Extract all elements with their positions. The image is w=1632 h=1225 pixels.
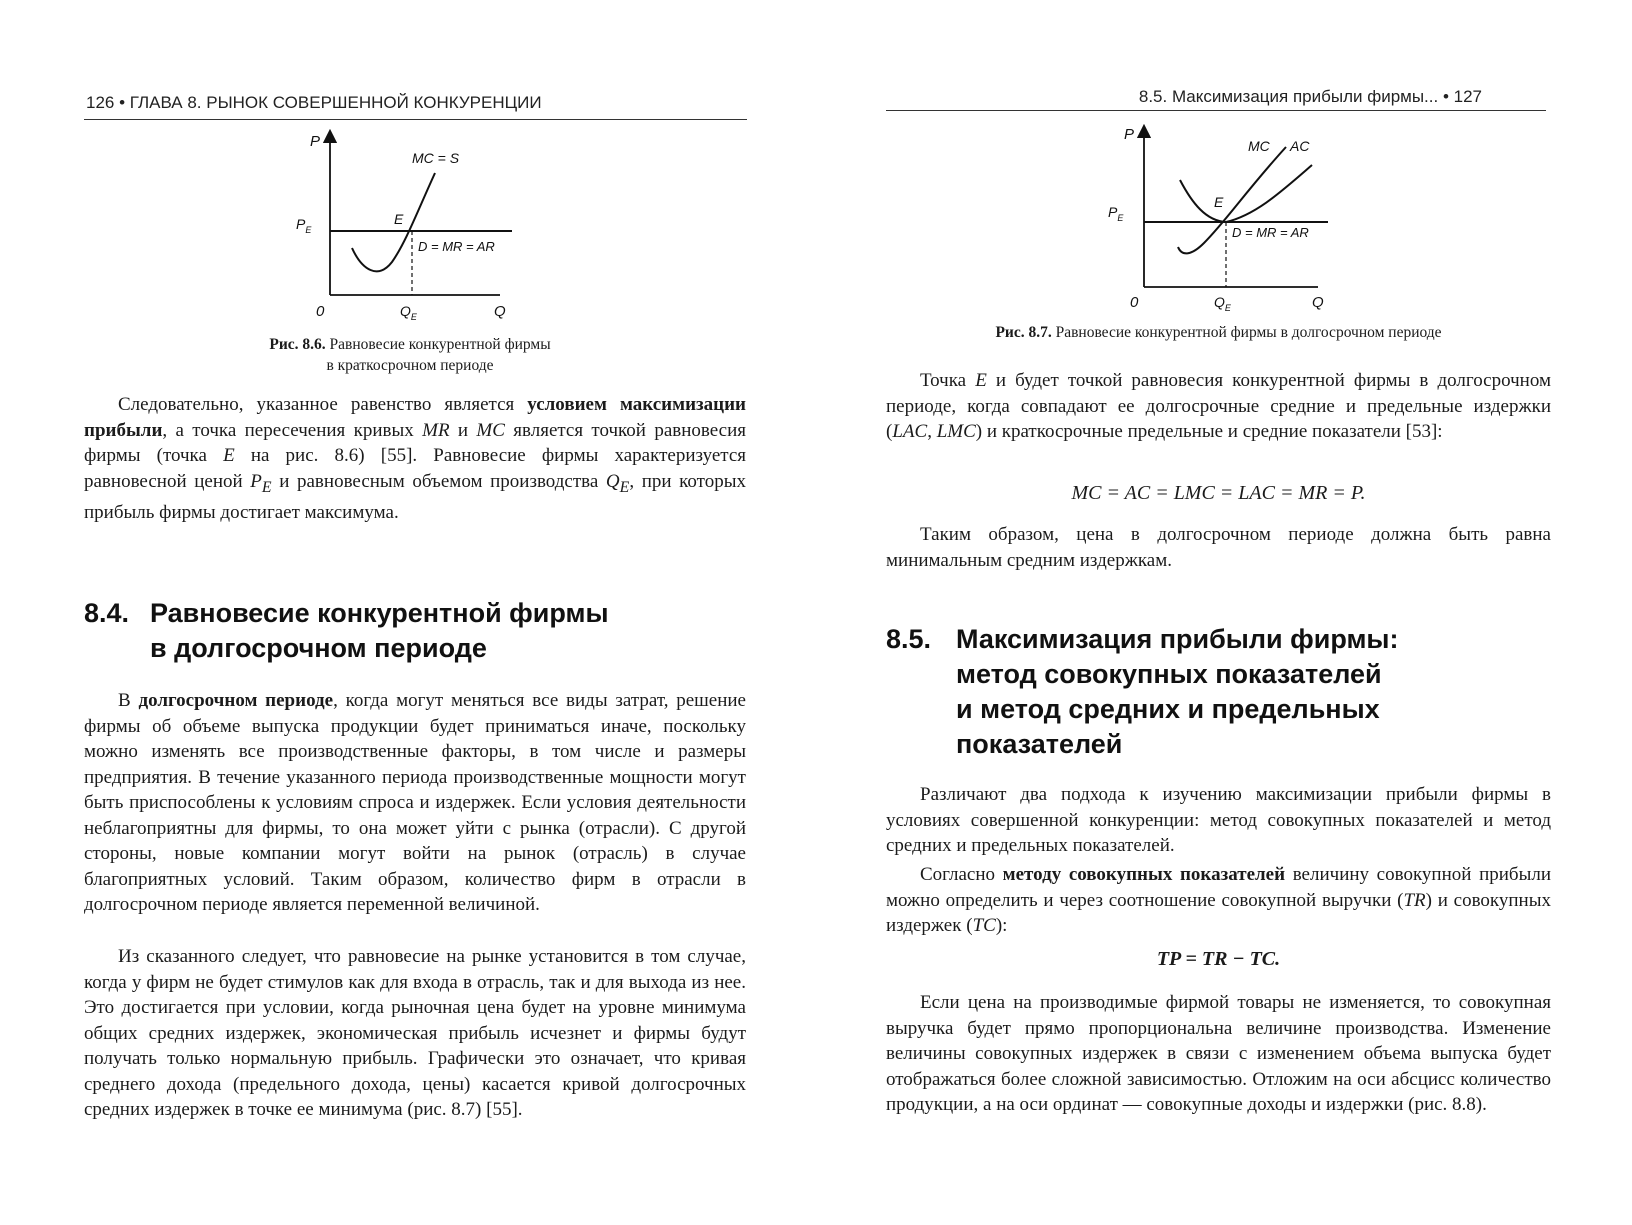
caption-number: Рис. 8.7. — [995, 324, 1052, 341]
point-e-label: E — [1214, 194, 1224, 210]
section-title-line1: Равновесие конкурентной фирмы — [150, 598, 609, 628]
section-8-5-heading — [886, 622, 1526, 762]
demand-line-label: D = MR = AR — [1232, 225, 1309, 240]
right-paragraph-3: Различают два подхода к изучению максимизации прибыли фирмы в условиях совершенной конкуренции: метод совокупных показателей и метод средних и предельных показателей. — [886, 784, 1551, 856]
figure-8-6-graph — [290, 130, 530, 320]
section-number: 8.5. — [886, 624, 932, 654]
section-title-line1: Максимизация прибыли фирмы: — [956, 624, 1399, 654]
left-paragraph-2: В долгосрочном периоде, когда могут меняться все виды затрат, решение фирмы об объеме выпуска продукции будет приниматься иначе, поскольку можно изменять все производственные факторы, в том числе и размеры предприятия. В течение указанного периода производственные мощности могут быть приспособлены к условиям спроса и издержек. Если условия деятельности неблагоприятны для фирмы, то она может уйти с рынка (отрасли). С другой стороны, новые компании могут войти на рынок (отрасль) в случае благоприятных условий. Таким образом, количество фирм в отрасли в долгосрочном периоде является переменной величиной. — [84, 690, 746, 915]
section-title-line2: метод совокупных показателей — [956, 659, 1382, 689]
figure-8-7-graph — [1086, 125, 1336, 313]
left-running-header: 126 • ГЛАВА 8. РЫНОК СОВЕРШЕННОЙ КОНКУРЕНЦИИ — [86, 93, 542, 112]
figure-8-7-caption — [886, 322, 1551, 343]
pe-label: $P_E$ — [296, 216, 312, 235]
ac-curve-label: AC — [1290, 138, 1310, 154]
section-title-line2: в долгосрочном периоде — [150, 633, 487, 663]
formula-total-profit: TP = TR − TC. — [1156, 948, 1281, 970]
right-header-rule — [886, 110, 1546, 111]
section-8-4-heading — [84, 596, 684, 666]
right-paragraph-1: Точка E и будет точкой равновесия конкурентной фирмы в долгосрочном периоде, когда совпадают ее долгосрочные средние и предельные издержки (LAC, LMC) и краткосрочные предельные и средние показатели [53]: — [886, 370, 1551, 442]
figure-8-7 — [1086, 125, 1336, 315]
point-e-label: E — [394, 211, 404, 227]
right-paragraph-4: Согласно методу совокупных показателей величину совокупной прибыли можно определить и через соотношение совокупной выручки (TR) и совокупных издержек (TC): — [886, 864, 1551, 936]
caption-line2: в краткосрочном периоде — [326, 357, 494, 374]
demand-line-label: D = MR = AR — [418, 239, 495, 254]
section-title-line3: и метод средних и предельных — [956, 694, 1380, 724]
pe-label: $P_E$ — [1108, 204, 1124, 223]
figure-8-6 — [290, 130, 530, 325]
right-paragraph-2: Таким образом, цена в долгосрочном периоде должна быть равна минимальным средним издержкам. — [886, 524, 1551, 571]
left-header-rule — [84, 119, 747, 120]
qe-label: $Q_E$ — [400, 303, 417, 322]
axis-q-label: Q — [494, 303, 506, 320]
left-paragraph-3: Из сказанного следует, что равновесие на рынке установится в том случае, когда у фирм не будет стимулов как для входа в отрасль, так и для выхода из нее. Это достигается при условии, когда рыночная цена будет на уровне минимума общих средних издержек, экономическая прибыль исчезнет и фирмы будут получать только нормальную прибыль. Графически это означает, что кривая среднего дохода (предельного дохода, цены) касается кривой долгосрочных средних издержек в точке ее минимума (рис. 8.7) [55]. — [84, 946, 746, 1120]
mc-curve-label: MC = S — [412, 150, 460, 166]
axis-p-label: P — [1124, 126, 1135, 143]
caption-text: Равновесие конкурентной фирмы в долгосрочном периоде — [1055, 324, 1442, 341]
right-running-header: 8.5. Максимизация прибыли фирмы... • 127 — [1138, 87, 1482, 106]
axis-p-label: P — [310, 133, 321, 150]
mc-curve-label: MC — [1248, 138, 1270, 154]
axis-q-label: Q — [1312, 294, 1324, 311]
origin-label: 0 — [316, 303, 325, 320]
caption-line1: Равновесие конкурентной фирмы — [329, 336, 551, 353]
formula-equilibrium: MC = AC = LMC = LAC = MR = P. — [1071, 482, 1366, 504]
origin-label: 0 — [1130, 294, 1139, 311]
right-paragraph-5: Если цена на производимые фирмой товары не изменяется, то совокупная выручка будет прямо пропорциональна величине производства. Изменение величины совокупных издержек в связи с изменением объема выпуска будет отображаться более сложной зависимостью. Отложим на оси абсцисс количество продукции, а на оси ординат — совокупные доходы и издержки (рис. 8.8). — [886, 992, 1551, 1115]
right-page — [816, 0, 1632, 1225]
figure-8-6-caption — [190, 334, 630, 376]
section-number: 8.4. — [84, 598, 130, 628]
qe-label: $Q_E$ — [1214, 294, 1231, 313]
section-title-line4: показателей — [956, 729, 1123, 759]
caption-number: Рис. 8.6. — [269, 336, 326, 353]
left-paragraph-1: Следовательно, указанное равенство является условием максимизации прибыли, а точка пересечения кривых MR и MC является точкой равновесия фирмы (точка E на рис. 8.6) [55]. Равновесие фирмы характеризуется равновесной ценой $P_E$ и равновесным объемом производства $Q_E$, при которых прибыль фирмы достигает максимума. — [84, 394, 747, 523]
